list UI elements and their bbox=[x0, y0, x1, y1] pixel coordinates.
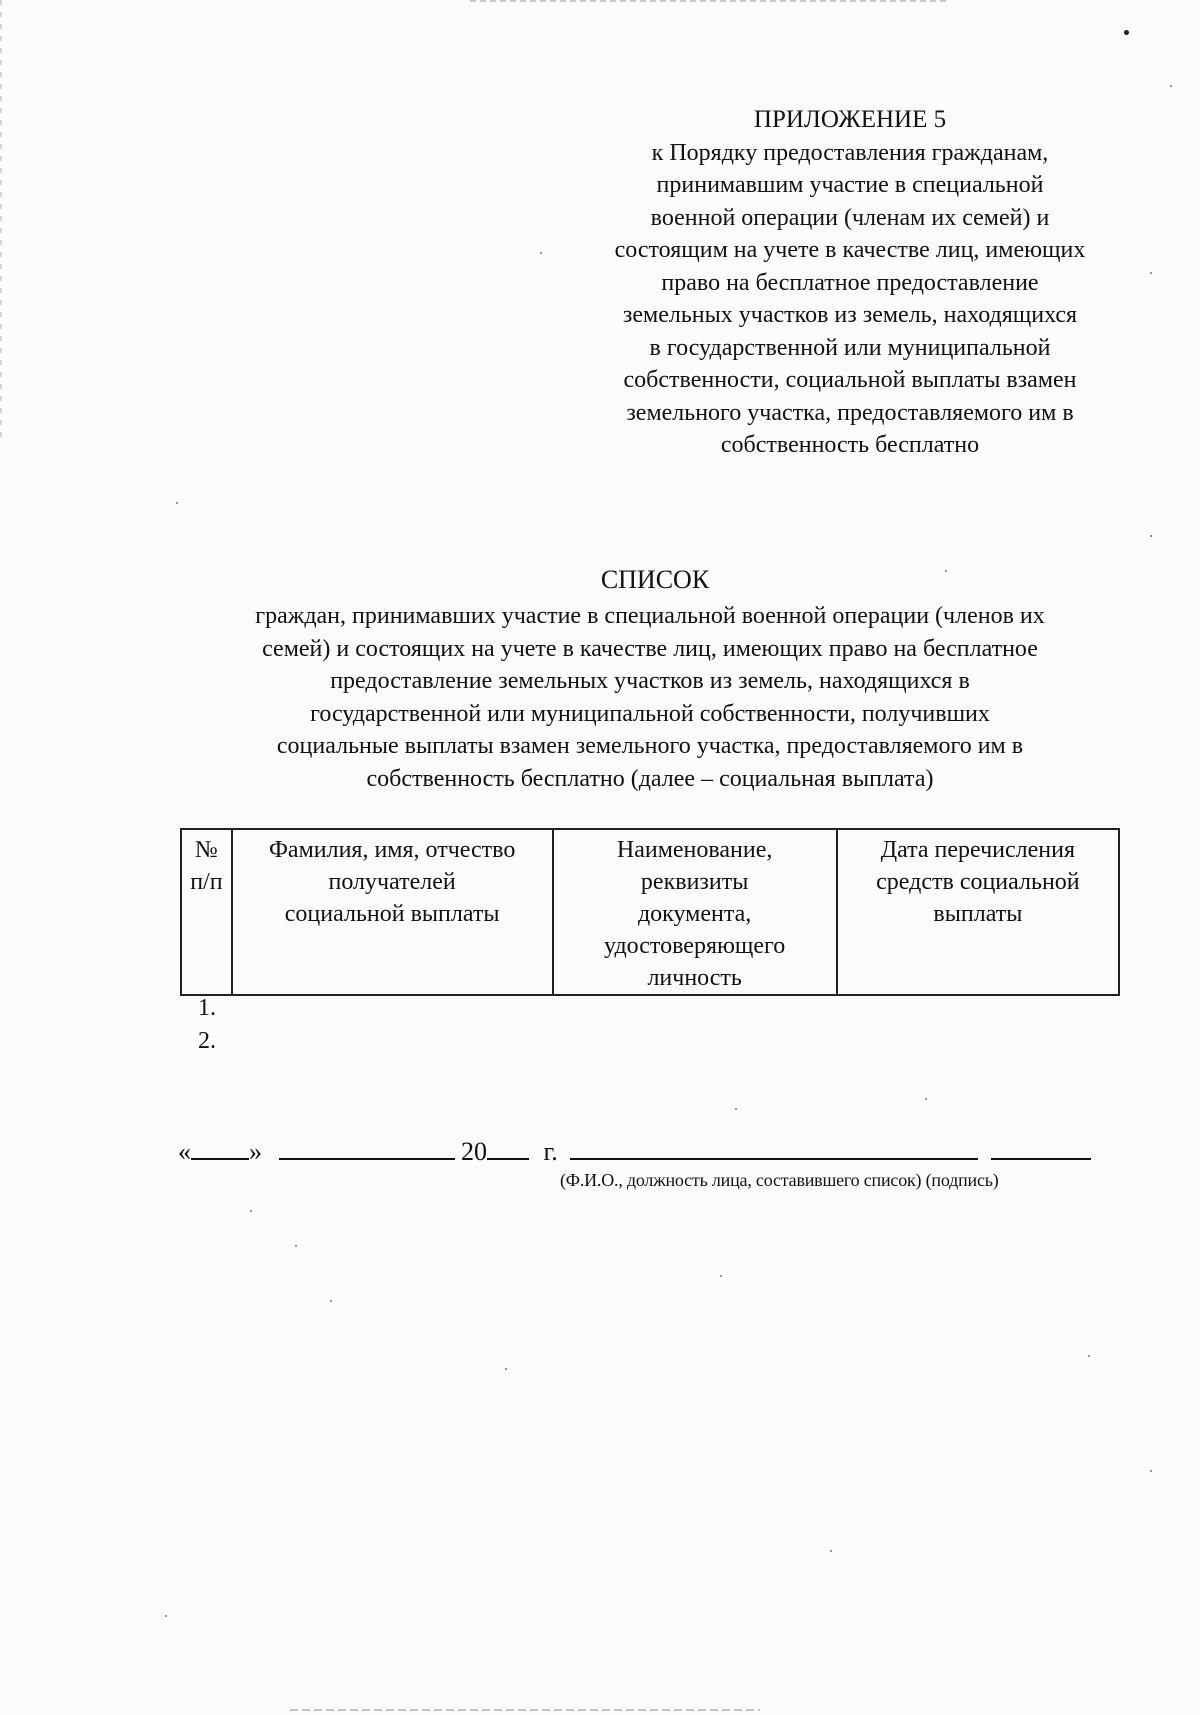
list-subtitle-line: граждан, принимавших участие в специальной военной операции (членов их bbox=[255, 603, 1045, 629]
signature-blank bbox=[991, 1132, 1091, 1160]
scan-speck bbox=[176, 502, 178, 504]
column-header-line: средств социальной bbox=[876, 869, 1080, 895]
scan-speck bbox=[1150, 535, 1152, 537]
date-open-quote: « bbox=[178, 1137, 191, 1166]
column-header-line: получателей bbox=[328, 869, 456, 895]
scan-speck bbox=[330, 1300, 332, 1302]
column-header-line: выплаты bbox=[933, 901, 1023, 927]
day-blank bbox=[191, 1132, 249, 1160]
column-header-line: № bbox=[194, 837, 218, 863]
scan-speck bbox=[165, 1615, 167, 1617]
scan-speck bbox=[735, 1108, 737, 1110]
year-blank bbox=[487, 1132, 529, 1160]
scan-edge-left bbox=[0, 0, 2, 440]
scan-speck bbox=[505, 1368, 507, 1370]
list-subtitle-line: семей) и состоящих на учете в качестве лиц, имеющих право на бесплатное bbox=[262, 635, 1038, 662]
scan-speck bbox=[925, 1098, 927, 1100]
year-suffix: г. bbox=[543, 1137, 558, 1166]
table-rows bbox=[198, 992, 216, 1058]
list-subtitle-line: государственной или муниципальной собственности, получивших bbox=[310, 700, 990, 727]
scan-speck bbox=[250, 1210, 252, 1212]
scan-speck bbox=[295, 1245, 297, 1247]
appendix-line: в государственной или муниципальной bbox=[649, 334, 1051, 361]
appendix-line: собственности, социальной выплаты взамен bbox=[623, 367, 1077, 393]
appendix-line: земельных участков из земель, находящихся bbox=[622, 302, 1078, 328]
month-blank bbox=[279, 1132, 455, 1160]
appendix-line: земельного участка, предоставляемого им в bbox=[626, 399, 1074, 426]
scan-edge-bottom bbox=[290, 1709, 760, 1711]
appendix-line: состоящим на учете в качестве лиц, имеющих bbox=[614, 237, 1086, 263]
recipients-table bbox=[180, 828, 1120, 996]
appendix-line: собственность бесплатно bbox=[720, 432, 980, 458]
scan-speck bbox=[1150, 1470, 1152, 1472]
column-header-line: Дата перечисления bbox=[880, 837, 1076, 863]
signature-line bbox=[178, 1132, 1091, 1167]
appendix-line: военной операции (членам их семей) и bbox=[650, 204, 1050, 231]
table-header-row bbox=[181, 829, 1119, 995]
column-header-line: Наименование, bbox=[616, 837, 773, 863]
table-row-number: 1. bbox=[198, 995, 216, 1021]
scan-edge-top bbox=[470, 0, 950, 2]
list-title: СПИСОК bbox=[600, 565, 710, 594]
scan-speck bbox=[1170, 85, 1172, 87]
column-header-line: Фамилия, имя, отчество bbox=[268, 837, 516, 863]
column-payment-date bbox=[837, 829, 1119, 995]
column-number bbox=[181, 829, 232, 995]
scan-speck bbox=[1150, 272, 1152, 274]
appendix-line: принимавшим участие в специальной bbox=[656, 172, 1044, 198]
scan-speck bbox=[540, 252, 542, 254]
signature-caption: (Ф.И.О., должность лица, составившего список) (подпись) bbox=[560, 1170, 999, 1190]
year-prefix: 20 bbox=[461, 1137, 487, 1166]
column-header-line: п/п bbox=[190, 869, 223, 895]
scan-speck bbox=[720, 1275, 722, 1277]
appendix-line: к Порядку предоставления гражданам, bbox=[651, 139, 1049, 166]
scan-speck bbox=[830, 1550, 832, 1552]
scan-speck bbox=[1124, 30, 1129, 35]
column-header-line: личность bbox=[647, 965, 742, 991]
appendix-header bbox=[570, 104, 1130, 462]
table-row-number: 2. bbox=[198, 1028, 216, 1054]
column-header-line: удостоверяющего bbox=[603, 933, 786, 959]
column-header-line: реквизиты bbox=[640, 869, 749, 895]
list-subtitle-line: собственность бесплатно (далее – социальная выплата) bbox=[366, 765, 934, 792]
list-subtitle-line: предоставление земельных участков из земель, находящихся в bbox=[330, 668, 970, 694]
appendix-line: право на бесплатное предоставление bbox=[661, 269, 1039, 296]
column-full-name bbox=[232, 829, 553, 995]
scan-speck bbox=[1088, 1355, 1090, 1357]
list-subtitle-line: социальные выплаты взамен земельного участка, предоставляемого им в bbox=[276, 733, 1024, 759]
column-header-line: социальной выплаты bbox=[284, 901, 500, 927]
column-identity-document bbox=[553, 829, 837, 995]
date-close-quote: » bbox=[249, 1137, 262, 1166]
name-position-blank bbox=[570, 1132, 978, 1160]
column-header-line: документа, bbox=[637, 901, 752, 927]
list-subtitle bbox=[180, 600, 1120, 795]
appendix-heading: ПРИЛОЖЕНИЕ 5 bbox=[753, 106, 947, 133]
